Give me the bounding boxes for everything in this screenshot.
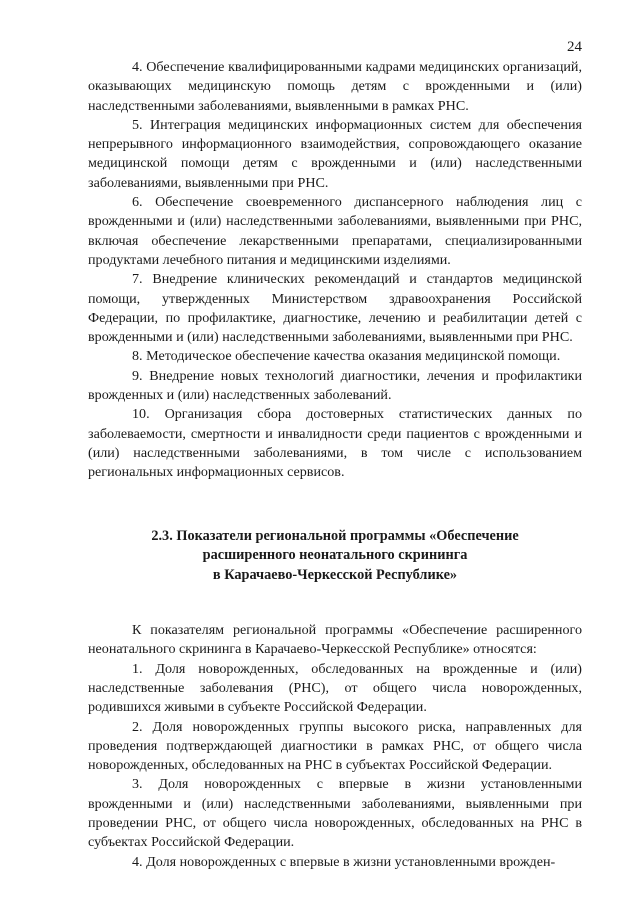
list-item-10: 10. Организация сбора достоверных статистических данных по заболеваемости, смертности и инвалидности среди пациентов с врожденными и (или) наследственными заболеваниями, в том числе с использованием региональных информационных сервисов. (88, 406, 582, 481)
list-item-9: 9. Внедрение новых технологий диагностики, лечения и профилактики врожденных и (или) наследственных заболеваний. (88, 367, 582, 404)
list-item-5: 5. Интеграция медицинских информационных систем для обеспечения непрерывного информационного взаимодействия, сопровождающего оказание медицинской помощи детям с врожденными и (или) наследственными заболеваниями, выявленными при РНС. (88, 116, 582, 191)
spacer (88, 483, 582, 527)
page-number: 24 (567, 39, 582, 55)
list-item-4: 4. Обеспечение квалифицированными кадрами медицинских организаций, оказывающих медицинскую помощь детям с врожденными и (или) наследственными заболеваниями, выявленными в рамках РНС. (88, 59, 582, 114)
indicator-item-3: 3. Доля новорожденных с впервые в жизни установленными врожденными и (или) наследственными заболеваниями, выявленными при проведении РНС, от общего числа новорожденных, обследованных на РНС в субъектах Российской Федерации. (88, 776, 582, 851)
section-heading-line-3: в Карачаево-Черкесской Республике» (212, 566, 458, 583)
indicator-item-1: 1. Доля новорожденных, обследованных на врожденные и (или) наследственные заболевания (РНС), от общего числа новорожденных, родившихся живыми в субъекте Российской Федерации. (88, 660, 582, 716)
document-body (88, 58, 582, 872)
section-heading (88, 527, 582, 586)
spacer (88, 585, 582, 621)
indicator-item-4: 4. Доля новорожденных с впервые в жизни установленными врожден- (132, 853, 556, 870)
list-item-6: 6. Обеспечение своевременного диспансерного наблюдения лиц с врожденными и (или) наследственными заболеваниями, выявленными при РНС, включая обеспечение лекарственными препаратами, специализированными продуктами лечебного питания и медицинскими изделиями. (88, 194, 582, 268)
list-item-8: 8. Методическое обеспечение качества оказания медицинской помощи. (132, 348, 561, 365)
section-heading-line-2: расширенного неонатального скрининга (202, 547, 468, 564)
section-heading-line-1: 2.3. Показатели региональной программы «Обеспечение (151, 527, 519, 544)
list-item-7: 7. Внедрение клинических рекомендаций и стандартов медицинской помощи, утвержденных Министерством здравоохранения Российской Федерации, по профилактике, диагностике, лечению и реабилитации детей с врожденными и (или) наследственными заболеваниями, выявленными при РНС. (88, 271, 582, 346)
indicator-item-2: 2. Доля новорожденных группы высокого риска, направленных для проведения подтверждающей диагностики в рамках РНС, от общего числа новорожденных, обследованных на РНС в субъектах Российской Федерации. (88, 718, 582, 774)
section-intro: К показателям региональной программы «Обеспечение расширенного неонатального скрининга в Карачаево-Черкесской Республике» относятся: (88, 622, 582, 658)
